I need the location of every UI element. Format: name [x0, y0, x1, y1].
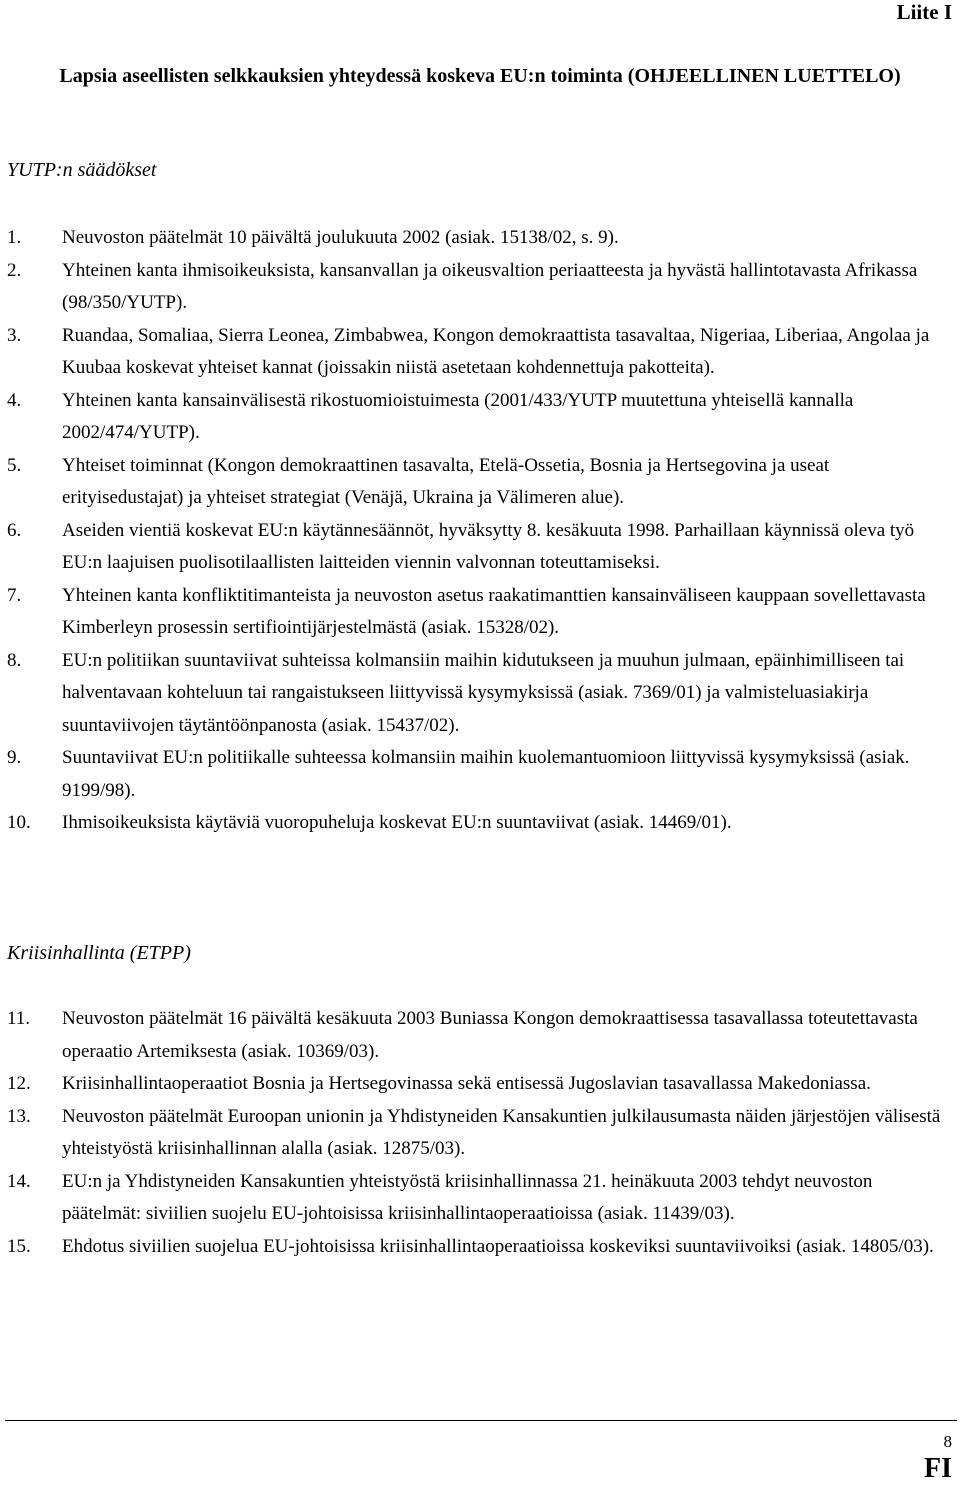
item-number: 12.: [7, 1073, 31, 1094]
footer-divider: [5, 1420, 957, 1421]
list-item: [0, 742, 955, 807]
item-number: 10.: [7, 812, 31, 833]
item-text: Neuvoston päätelmät 16 päivältä kesäkuuta 2003 Buniassa Kongon demokraattisessa tasavallassa toteutettavasta operaatio Artemiksesta (asiak. 10369/03).: [62, 1008, 918, 1062]
item-text: Ruandaa, Somaliaa, Sierra Leonea, Zimbabwea, Kongon demokraattista tasavaltaa, Nigeriaa, Liberiaa, Angolaa ja Kuubaa koskevat yhteiset kannat (joissakin niistä asetetaan kohdennettuja pakotteita).: [62, 324, 930, 378]
list-item: [0, 1003, 955, 1068]
list-item: [0, 515, 955, 580]
section-heading-crisis-management: Kriisinhallinta (ETPP): [7, 942, 191, 964]
list-item: [0, 222, 955, 255]
item-text: Ehdotus siviilien suojelua EU-johtoisissa kriisinhallintaoperaatioissa koskeviksi suuntaviivoiksi (asiak. 14805/03).: [62, 1235, 934, 1257]
cfsp-acts-list: [0, 222, 955, 840]
item-number: 1.: [7, 227, 22, 248]
section-heading-cfsp-acts: YUTP:n säädökset: [7, 159, 157, 181]
item-text: Suuntaviivat EU:n politiikalle suhteessa kolmansiin maihin kuolemantuomioon liittyvissä kysymyksissä (asiak. 9199/98).: [62, 747, 910, 801]
item-text: Neuvoston päätelmät 10 päivältä joulukuuta 2002 (asiak. 15138/02, s. 9).: [62, 227, 619, 248]
list-item: [0, 807, 955, 840]
item-text: Kriisinhallintaoperaatiot Bosnia ja Hertsegovinassa sekä entisessä Jugoslavian tasavallassa Makedoniassa.: [62, 1073, 871, 1094]
item-number: 6.: [7, 519, 22, 541]
list-item: [0, 580, 955, 645]
item-number: 13.: [7, 1105, 31, 1127]
language-code: FI: [924, 1453, 952, 1484]
item-number: 4.: [7, 389, 22, 411]
item-number: 5.: [7, 454, 22, 476]
crisis-management-list: [0, 1003, 955, 1263]
document-title: Lapsia aseellisten selkkauksien yhteydessä koskeva EU:n toiminta (OHJEELLINEN LUETTELO): [59, 65, 901, 87]
list-item: [0, 385, 955, 450]
list-item: [0, 255, 955, 320]
item-text: Yhteinen kanta ihmisoikeuksista, kansanvallan ja oikeusvaltion periaatteesta ja hyvästä hallintotavasta Afrikassa (98/350/YUTP).: [62, 259, 918, 313]
list-item: [0, 1068, 955, 1101]
item-text: Yhteiset toiminnat (Kongon demokraattinen tasavalta, Etelä-Ossetia, Bosnia ja Hertsegovina ja useat erityisedustajat) ja yhteiset strategiat (Venäjä, Ukraina ja Välimeren alue).: [62, 454, 830, 508]
item-number: 7.: [7, 584, 22, 606]
list-item: [0, 450, 955, 515]
list-item: [0, 1101, 955, 1166]
item-text: Yhteinen kanta kansainvälisestä rikostuomioistuimesta (2001/433/YUTP muutettuna yhteisellä kannalla 2002/474/YUTP).: [62, 389, 854, 443]
item-text: EU:n politiikan suuntaviivat suhteissa kolmansiin maihin kidutukseen ja muuhun julmaan, epäinhimilliseen tai halventavaan kohteluun tai rangaistukseen liittyvissä kysymyksissä (asiak. 7369/01) ja valmisteluasiakirja suuntaviivojen täytäntöönpanosta (asiak. 15437/02).: [62, 649, 905, 736]
item-number: 8.: [7, 649, 22, 671]
annex-label: Liite I: [896, 0, 952, 24]
item-number: 2.: [7, 259, 22, 281]
item-text: Ihmisoikeuksista käytäviä vuoropuheluja koskevat EU:n suuntaviivat (asiak. 14469/01).: [62, 812, 732, 833]
list-item: [0, 645, 955, 743]
item-number: 9.: [7, 747, 22, 768]
list-item: [0, 1166, 955, 1231]
item-text: EU:n ja Yhdistyneiden Kansakuntien yhteistyöstä kriisinhallinnassa 21. heinäkuuta 2003 tehdyt neuvoston päätelmät: siviilien suojelu EU-johtoisissa kriisinhallintaoperaatioissa (asiak. 11439/03).: [62, 1170, 873, 1224]
list-item: [0, 1231, 955, 1264]
item-number: 3.: [7, 324, 22, 346]
item-number: 15.: [7, 1235, 31, 1257]
list-item: [0, 320, 955, 385]
page-number: 8: [943, 1432, 952, 1451]
item-text: Aseiden vientiä koskevat EU:n käytännesäännöt, hyväksytty 8. kesäkuuta 1998. Parhaillaan käynnissä oleva työ EU:n laajuisen puolisotilaallisten laitteiden viennin valvonnan toteuttamiseksi.: [62, 519, 915, 573]
item-text: Yhteinen kanta konfliktitimanteista ja neuvoston asetus raakatimanttien kansainväliseen kauppaan sovellettavasta Kimberleyn prosessin sertifiointijärjestelmästä (asiak. 15328/02).: [62, 584, 926, 638]
item-number: 14.: [7, 1170, 31, 1192]
item-text: Neuvoston päätelmät Euroopan unionin ja Yhdistyneiden Kansakuntien julkilausumasta näiden järjestöjen välisestä yhteistyöstä kriisinhallinnan alalla (asiak. 12875/03).: [62, 1105, 941, 1159]
item-number: 11.: [7, 1008, 31, 1029]
